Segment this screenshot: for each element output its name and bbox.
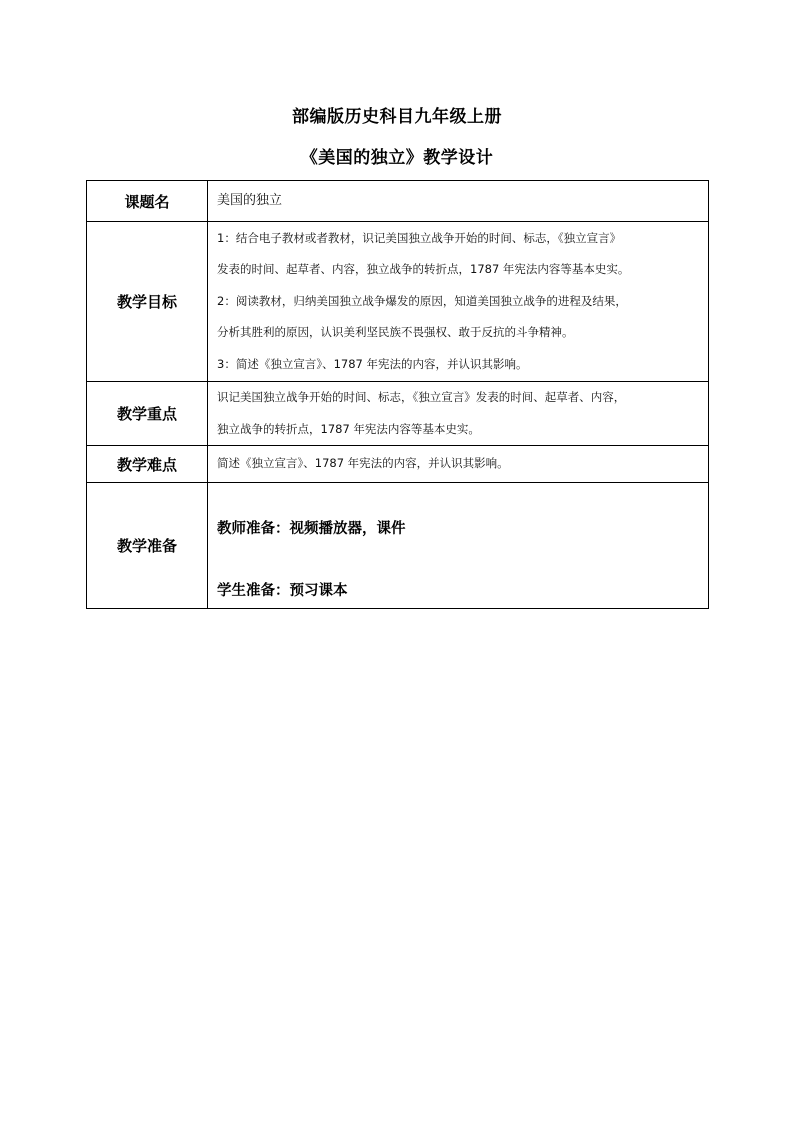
objectives-label: 教学目标 bbox=[87, 222, 208, 382]
topic-label: 课题名 bbox=[87, 181, 208, 222]
preparation-content bbox=[208, 483, 709, 609]
objective-line: 2：阅读教材，归纳美国独立战争爆发的原因，知道美国独立战争的进程及结果， bbox=[217, 293, 627, 308]
student-preparation: 学生准备：预习课本 bbox=[217, 582, 348, 599]
lesson-plan-table bbox=[86, 180, 709, 609]
table-row-preparation bbox=[87, 483, 709, 609]
table-row-difficulties bbox=[87, 446, 709, 483]
key-point-line: 识记美国独立战争开始的时间、标志，《独立宣言》发表的时间、起草者、内容， bbox=[217, 390, 626, 404]
topic-value: 美国的独立 bbox=[208, 181, 709, 222]
difficulties-value: 简述《独立宣言》、1787 年宪法的内容，并认识其影响。 bbox=[208, 446, 709, 483]
document-subtitle: 《美国的独立》教学设计 bbox=[300, 148, 494, 168]
objective-line: 1：结合电子教材或者教材，识记美国独立战争开始的时间、标志，《独立宣言》 bbox=[217, 230, 622, 245]
key-points-content bbox=[208, 382, 709, 446]
key-point-line: 独立战争的转折点，1787 年宪法内容等基本史实。 bbox=[217, 421, 480, 436]
table-row-topic bbox=[87, 181, 709, 222]
key-points-label: 教学重点 bbox=[87, 382, 208, 446]
objectives-content bbox=[208, 222, 709, 382]
objective-line: 发表的时间、起草者、内容，独立战争的转折点，1787 年宪法内容等基本史实。 bbox=[217, 262, 630, 277]
table-row-objectives bbox=[87, 222, 709, 382]
difficulties-label: 教学难点 bbox=[87, 446, 208, 483]
objective-line: 分析其胜利的原因，认识美利坚民族不畏强权、敢于反抗的斗争精神。 bbox=[217, 325, 574, 340]
objective-line: 3：简述《独立宣言》、1787 年宪法的内容，并认识其影响。 bbox=[217, 356, 528, 371]
preparation-label: 教学准备 bbox=[87, 483, 208, 609]
table-row-key-points bbox=[87, 382, 709, 446]
document-title: 部编版历史科目九年级上册 bbox=[292, 107, 502, 127]
teacher-preparation: 教师准备：视频播放器，课件 bbox=[217, 520, 406, 537]
